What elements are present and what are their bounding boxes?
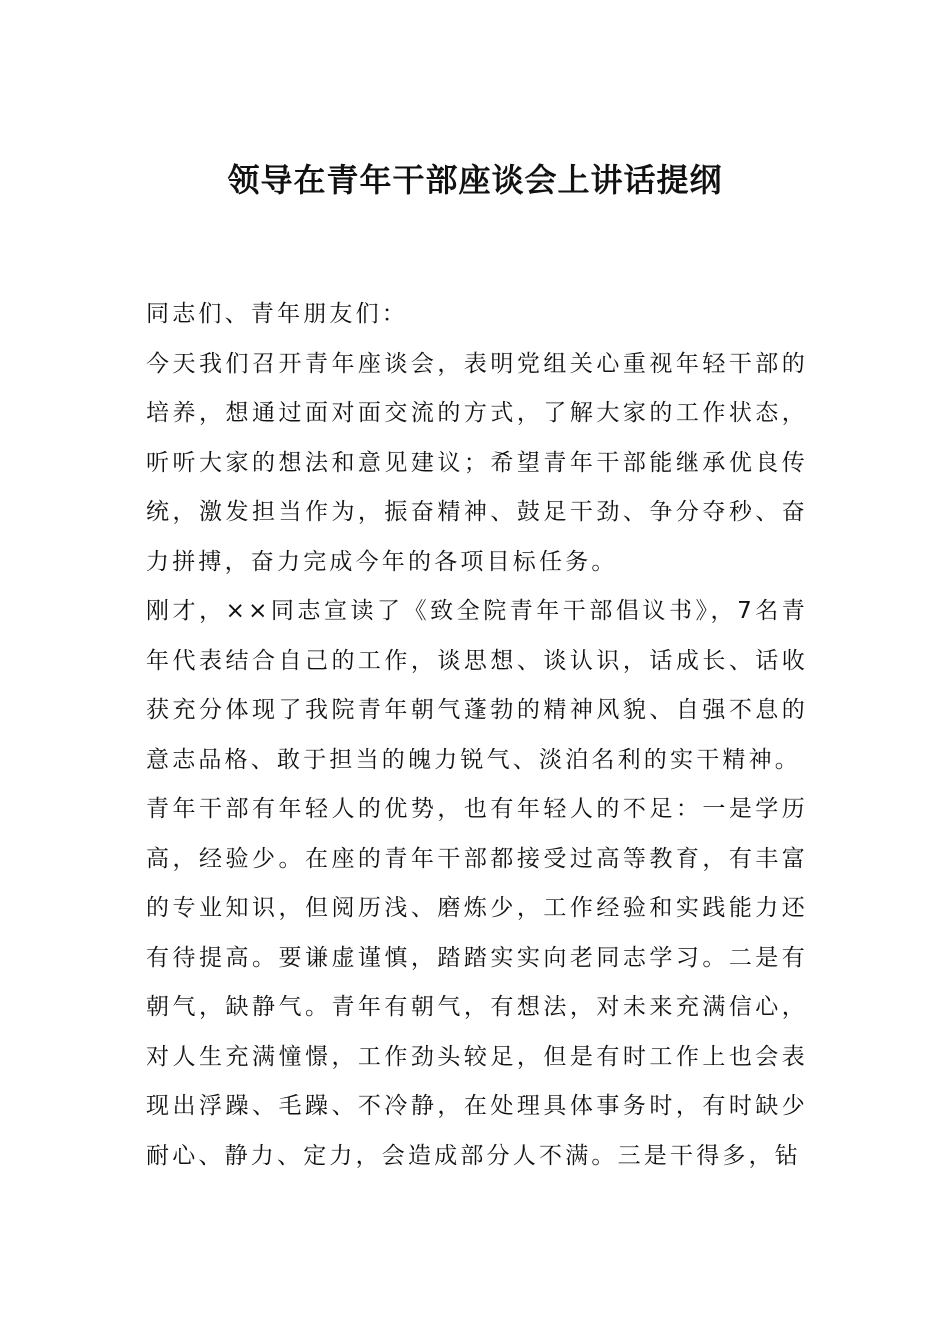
document-title: 领导在青年干部座谈会上讲话提纲 [227,161,723,199]
greeting: 同志们、青年朋友们： [146,301,408,327]
paragraph-representatives: 刚才，××同志宣读了《致全院青年干部倡议书》，7名青年代表结合自己的工作，谈思想、谈认识，话成长、话收获充分体现了我院青年朝气蓬勃的精神风貌、自强不息的意志品格、敢于担当的魄力锐气、淡泊名利的实干精神。 [146,598,808,773]
document-body [146,290,808,1181]
paragraph-strengths-weaknesses: 青年干部有年轻人的优势，也有年轻人的不足：一是学历高，经验少。在座的青年干部都接受过高等教育，有丰富的专业知识，但阅历浅、磨炼少，工作经验和实践能力还有待提高。要谦虚谨慎，踏踏实实向老同志学习。二是有朝气，缺静气。青年有朝气，有想法，对未来充满信心，对人生充满憧憬，工作劲头较足，但是有时工作上也会表现出浮躁、毛躁、不冷静，在处理具体事务时，有时缺少耐心、静力、定力，会造成部分人不满。三是干得多，钻 [146,796,808,1169]
paragraph-opening: 今天我们召开青年座谈会，表明党组关心重视年轻干部的培养，想通过面对面交流的方式，了解大家的工作状态，听听大家的想法和意见建议；希望青年干部能继承优良传统，激发担当作为，振奋精神、鼓足干劲、争分夺秒、奋力拼搏，奋力完成今年的各项目标任务。 [146,350,808,575]
